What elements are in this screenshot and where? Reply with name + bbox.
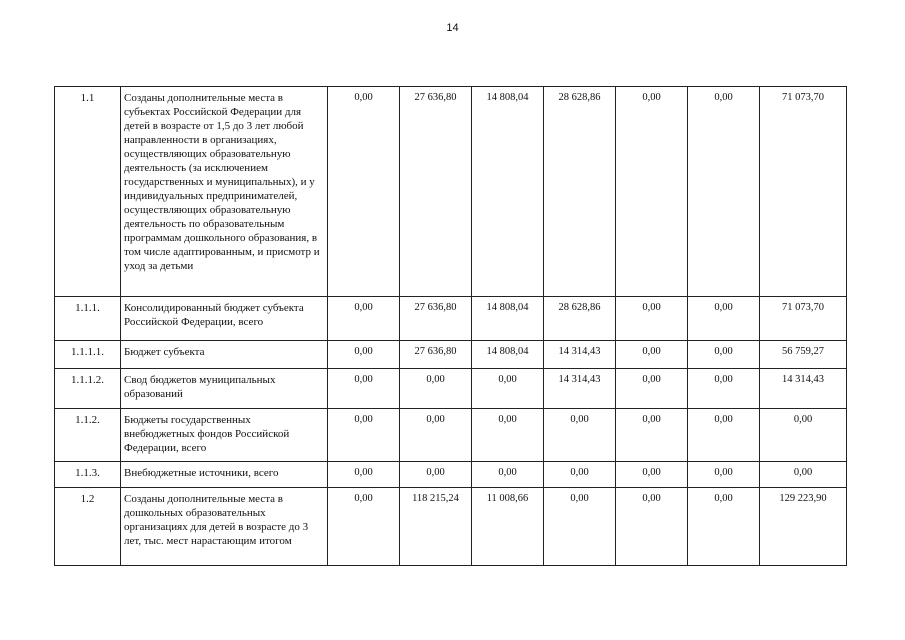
table-row xyxy=(55,341,847,369)
value-cell: 14 808,04 xyxy=(472,341,544,369)
row-number: 1.1.1.1. xyxy=(55,341,121,369)
table-row xyxy=(55,369,847,409)
total-cell: 129 223,90 xyxy=(760,488,847,566)
value-cell: 0,00 xyxy=(616,462,688,488)
value-cell: 14 808,04 xyxy=(472,297,544,341)
value-cell: 0,00 xyxy=(616,87,688,297)
value-cell: 27 636,80 xyxy=(400,297,472,341)
value-cell: 0,00 xyxy=(688,462,760,488)
total-cell: 56 759,27 xyxy=(760,341,847,369)
table-row xyxy=(55,87,847,297)
row-description: Бюджет субъекта xyxy=(121,341,328,369)
value-cell: 0,00 xyxy=(328,409,400,462)
value-cell: 0,00 xyxy=(616,341,688,369)
value-cell: 0,00 xyxy=(328,297,400,341)
value-cell: 14 314,43 xyxy=(544,369,616,409)
value-cell: 11 008,66 xyxy=(472,488,544,566)
value-cell: 0,00 xyxy=(616,409,688,462)
value-cell: 0,00 xyxy=(616,297,688,341)
row-number: 1.1.1.2. xyxy=(55,369,121,409)
total-cell: 71 073,70 xyxy=(760,87,847,297)
value-cell: 27 636,80 xyxy=(400,87,472,297)
value-cell: 14 808,04 xyxy=(472,87,544,297)
row-number: 1.1.2. xyxy=(55,409,121,462)
table-row xyxy=(55,297,847,341)
row-description: Консолидированный бюджет субъекта Российской Федерации, всего xyxy=(121,297,328,341)
value-cell: 0,00 xyxy=(688,87,760,297)
row-description: Созданы дополнительные места в дошкольных образовательных организациях для детей в возрасте до 3 лет, тыс. мест нарастающим итогом xyxy=(121,488,328,566)
row-number: 1.2 xyxy=(55,488,121,566)
value-cell: 0,00 xyxy=(616,369,688,409)
value-cell: 0,00 xyxy=(400,409,472,462)
value-cell: 118 215,24 xyxy=(400,488,472,566)
value-cell: 0,00 xyxy=(328,488,400,566)
value-cell: 27 636,80 xyxy=(400,341,472,369)
total-cell: 71 073,70 xyxy=(760,297,847,341)
value-cell: 0,00 xyxy=(688,409,760,462)
value-cell: 28 628,86 xyxy=(544,297,616,341)
value-cell: 0,00 xyxy=(544,409,616,462)
total-cell: 0,00 xyxy=(760,409,847,462)
value-cell: 0,00 xyxy=(616,488,688,566)
value-cell: 0,00 xyxy=(688,369,760,409)
value-cell: 0,00 xyxy=(328,87,400,297)
value-cell: 0,00 xyxy=(688,488,760,566)
row-number: 1.1.1. xyxy=(55,297,121,341)
total-cell: 14 314,43 xyxy=(760,369,847,409)
row-number: 1.1 xyxy=(55,87,121,297)
value-cell: 0,00 xyxy=(472,409,544,462)
value-cell: 0,00 xyxy=(544,488,616,566)
table-row xyxy=(55,462,847,488)
value-cell: 0,00 xyxy=(328,462,400,488)
value-cell: 0,00 xyxy=(688,297,760,341)
value-cell: 0,00 xyxy=(544,462,616,488)
table-row xyxy=(55,488,847,566)
value-cell: 0,00 xyxy=(328,369,400,409)
row-description: Внебюджетные источники, всего xyxy=(121,462,328,488)
value-cell: 28 628,86 xyxy=(544,87,616,297)
value-cell: 0,00 xyxy=(472,462,544,488)
row-description: Свод бюджетов муниципальных образований xyxy=(121,369,328,409)
value-cell: 14 314,43 xyxy=(544,341,616,369)
row-description: Созданы дополнительные места в субъектах Российской Федерации для детей в возрасте от 1,5 до 3 лет любой направленности в организациях, осуществляющих образовательную деятельность (за исключением государственных и муниципальных), и у индивидуальных предпринимателей, осуществляющих образовательную деятельность по образовательным программам дошкольного образования, в том числе адаптированным, и присмотр и уход за детьми xyxy=(121,87,328,297)
total-cell: 0,00 xyxy=(760,462,847,488)
budget-table xyxy=(54,86,847,566)
value-cell: 0,00 xyxy=(400,369,472,409)
value-cell: 0,00 xyxy=(472,369,544,409)
table-row xyxy=(55,409,847,462)
row-number: 1.1.3. xyxy=(55,462,121,488)
value-cell: 0,00 xyxy=(400,462,472,488)
value-cell: 0,00 xyxy=(688,341,760,369)
value-cell: 0,00 xyxy=(328,341,400,369)
row-description: Бюджеты государственных внебюджетных фондов Российской Федерации, всего xyxy=(121,409,328,462)
page-number: 14 xyxy=(446,22,459,34)
